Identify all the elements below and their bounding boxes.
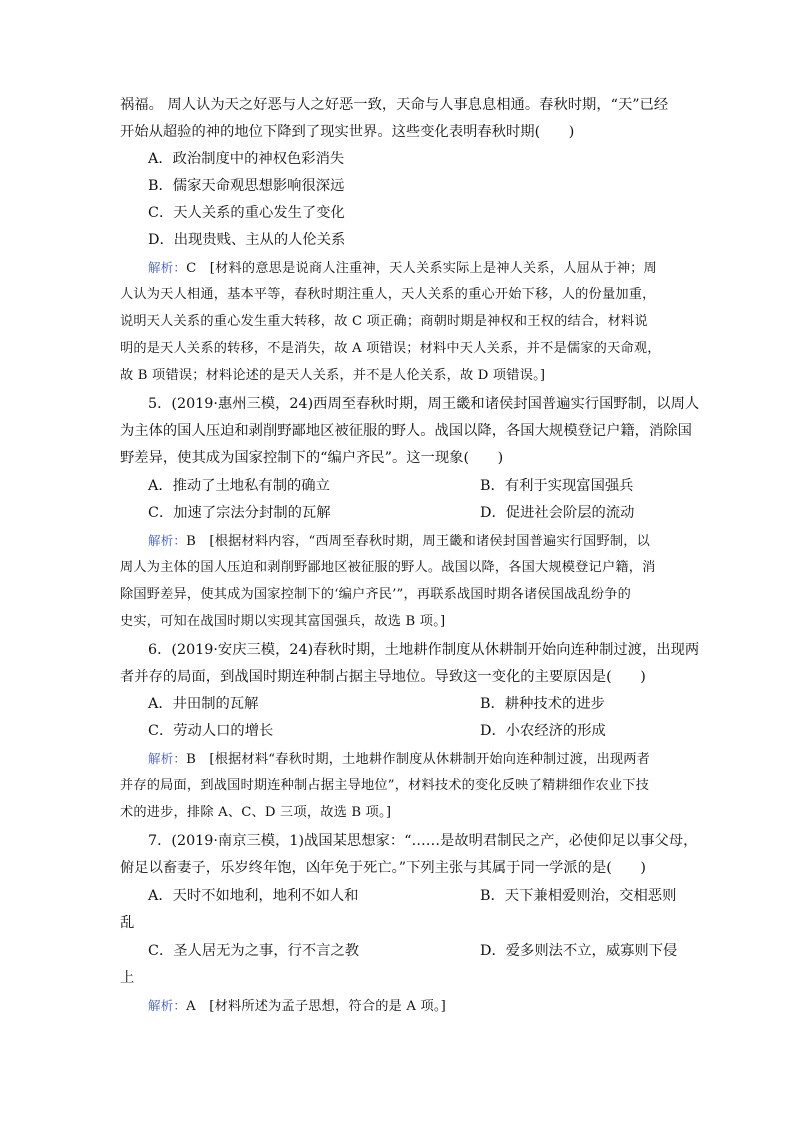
q7-option-a: A．天时不如地利，地利不如人和	[148, 888, 359, 904]
q7-stem-line: 俯足以畜妻子，乐岁终年饱，凶年免于死亡。”下列主张与其属于同一学派的是( )	[120, 860, 646, 876]
q5-explanation-line: 除国野差异，使其成为国家控制下的‘编户齐民’”，再联系战国时期各诸侯国战乱纷争的	[120, 587, 632, 602]
q5-stem-line: 为主体的国人压迫和剥削野鄙地区被征服的野人。战国以降，各国大规模登记户籍，消除国	[120, 423, 692, 439]
q7-option-d: D．爱多则法不立，威寡则下侵	[480, 943, 678, 959]
q5-stem-line: 5．(2019·惠州三模，24)西周至春秋时期，周王畿和诸侯封国普遍实行国野制，以周人	[148, 396, 700, 412]
q7-option-b-continued: 乱	[120, 915, 135, 931]
explanation-text: A [材料所述为孟子思想，符合的是 A 项。]	[186, 999, 447, 1014]
explanation-text: B [根据材料“春秋时期，土地耕作制度从休耕制开始向连种制过渡，出现两者	[186, 752, 651, 767]
q7-option-d-continued: 上	[120, 970, 135, 986]
q7-stem-line: 7．(2019·南京三模，1)战国某思想家：“……是故明君制民之产，必使仰足以事父母，	[148, 833, 698, 849]
q5-stem-line: 野差异，使其成为国家控制下的“编户齐民”。这一现象( )	[120, 450, 504, 466]
q4-explanation-line: 明的是天人关系的转移，不是消失，故 A 项错误；材料中天人关系，并不是儒家的天命观，	[120, 341, 661, 356]
q6-option-b: B．耕种技术的进步	[480, 696, 605, 712]
q6-explanation-line	[148, 749, 708, 770]
q4-option-b: B．儒家天命观思想影响很深远	[148, 178, 345, 194]
q4-explanation-line: 故 B 项错误；材料论述的是天人关系，并不是人伦关系，故 D 项错误。]	[120, 368, 546, 383]
explanation-label: 解析：	[148, 998, 187, 1013]
q4-explanation-line	[148, 258, 708, 279]
q5-option-b: B．有利于实现富国强兵	[480, 478, 634, 494]
q5-explanation-line	[148, 531, 708, 552]
q6-stem-line: 者并存的局面，到战国时期连种制占据主导地位。导致这一变化的主要原因是( )	[120, 669, 646, 685]
q6-option-c: C．劳动人口的增长	[148, 723, 274, 739]
q6-option-d: D．小农经济的形成	[480, 723, 606, 739]
q4-option-d: D．出现贵贱、主从的人伦关系	[148, 232, 346, 248]
q6-option-a: A．井田制的瓦解	[148, 696, 259, 712]
explanation-label: 解析：	[148, 751, 187, 766]
q7-explanation-line	[148, 996, 708, 1017]
q4-option-c: C．天人关系的重心发生了变化	[148, 205, 345, 221]
q4-stem-line: 祸福。 周人认为天之好恶与人之好恶一致，天命与人事息息相通。春秋时期，“天”已经	[120, 97, 669, 113]
explanation-text: C [材料的意思是说商人注重神，天人关系实际上是神人关系，人屈从于神；周	[186, 261, 657, 276]
q6-explanation-line: 并存的局面，到战国时期连种制占据主导地位”，材料技术的变化反映了精耕细作农业下技	[120, 778, 650, 793]
q4-stem-line: 开始从超验的神的地位下降到了现实世界。这些变化表明春秋时期( )	[120, 124, 575, 140]
q4-explanation-line: 人认为天人相通，基本平等，春秋时期注重人，天人关系的重心开始下移，人的份量加重，	[120, 287, 656, 302]
q5-option-d: D．促进社会阶层的流动	[480, 505, 635, 521]
explanation-label: 解析：	[148, 533, 187, 548]
q5-explanation-line: 周人为主体的国人压迫和剥削野鄙地区被征服的野人。战国以降，各国大规模登记户籍，消	[120, 560, 656, 575]
q5-option-a: A．推动了土地私有制的确立	[148, 478, 330, 494]
explanation-text: B [根据材料内容，“西周至春秋时期，周王畿和诸侯封国普遍实行国野制，以	[186, 534, 651, 549]
q5-option-c: C．加速了宗法分封制的瓦解	[148, 505, 331, 521]
q4-explanation-line: 说明天人关系的重心发生重大转移，故 C 项正确；商朝时期是神权和王权的结合，材料说	[120, 314, 648, 329]
q6-stem-line: 6．(2019·安庆三模，24)春秋时期，土地耕作制度从休耕制开始向连种制过渡，出现两	[148, 642, 700, 658]
q4-option-a: A．政治制度中的神权色彩消失	[148, 151, 345, 167]
explanation-label: 解析：	[148, 260, 187, 275]
q5-explanation-line: 史实，可知在战国时期以实现其富国强兵，故选 B 项。]	[120, 614, 446, 629]
q6-explanation-line: 术的进步，排除 A、C、D 三项，故选 B 项。]	[120, 805, 392, 820]
q7-option-b: B．天下兼相爱则治，交相恶则	[480, 888, 677, 904]
q7-option-c: C．圣人居无为之事，行不言之教	[148, 943, 360, 959]
